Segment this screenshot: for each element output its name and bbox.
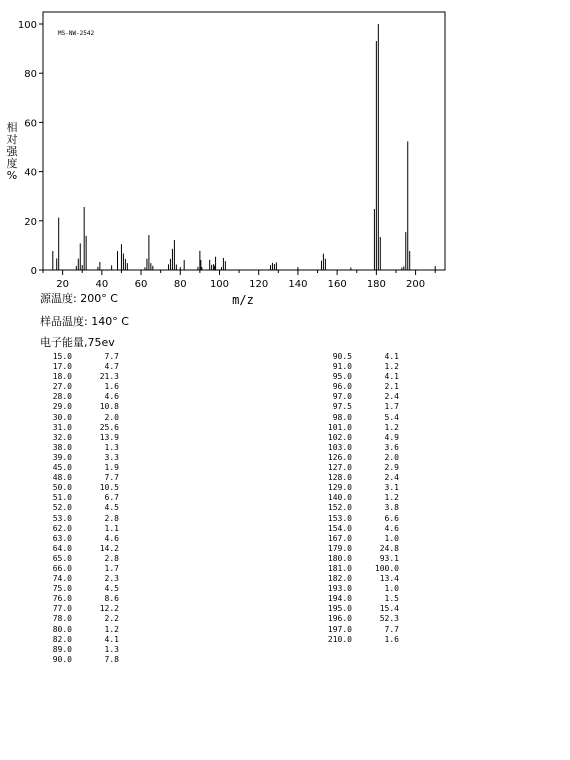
peak-mz: 195.0 xyxy=(327,604,352,614)
peak-intensity: 6.6 xyxy=(384,513,399,523)
peak-intensity: 2.1 xyxy=(384,382,399,392)
peak-intensity: 1.2 xyxy=(384,362,399,372)
x-tick-label: 200 xyxy=(406,279,426,290)
peak-intensity: 13.4 xyxy=(379,574,399,584)
peak-mz: 181.0 xyxy=(327,563,352,573)
peak-mz: 167.0 xyxy=(327,533,352,543)
peak-mz: 76.0 xyxy=(52,594,72,604)
peak-mz: 152.0 xyxy=(327,503,352,513)
peak-mz: 74.0 xyxy=(52,574,72,584)
y-tick-label: 20 xyxy=(24,216,37,228)
x-tick-label: 60 xyxy=(134,279,148,290)
peak-intensity: 2.2 xyxy=(104,614,119,624)
peak-intensity: 3.1 xyxy=(384,483,399,493)
peak-mz: 96.0 xyxy=(332,382,352,392)
y-tick-label: 80 xyxy=(24,69,37,81)
peak-intensity: 10.5 xyxy=(99,483,119,493)
peak-mz: 154.0 xyxy=(327,523,352,533)
y-tick-label: 60 xyxy=(24,118,37,130)
peak-mz: 64.0 xyxy=(52,543,72,553)
electron-energy: 电子能量,75ev xyxy=(40,336,115,349)
peak-mz: 194.0 xyxy=(327,594,352,604)
sample-label: MS-NW-2542 xyxy=(58,30,95,37)
peak-mz: 65.0 xyxy=(52,553,72,563)
peak-mz: 196.0 xyxy=(327,614,352,624)
x-tick-label: 80 xyxy=(173,279,187,290)
peak-mz: 90.5 xyxy=(332,352,352,361)
peak-intensity: 13.9 xyxy=(99,432,119,442)
peak-intensity: 1.6 xyxy=(384,634,399,644)
x-tick-label: 120 xyxy=(249,279,269,290)
peak-intensity: 4.5 xyxy=(104,503,119,513)
peak-intensity: 2.4 xyxy=(384,473,399,483)
peak-intensity: 1.1 xyxy=(104,523,119,533)
peak-intensity: 15.4 xyxy=(379,604,399,614)
peak-intensity: 2.0 xyxy=(104,412,119,422)
peak-mz: 15.0 xyxy=(52,352,72,361)
peak-mz: 18.0 xyxy=(52,372,72,382)
peak-mz: 78.0 xyxy=(52,614,72,624)
peak-intensity: 7.8 xyxy=(104,654,119,664)
peak-bars xyxy=(53,24,435,270)
y-axis-label-char: 度 xyxy=(6,157,18,170)
peak-intensity: 4.1 xyxy=(104,634,119,644)
peak-mz: 97.5 xyxy=(332,402,352,412)
peak-mz: 179.0 xyxy=(327,543,352,553)
peak-intensity: 7.7 xyxy=(384,624,399,634)
peak-mz: 98.0 xyxy=(332,412,352,422)
peak-mz: 80.0 xyxy=(52,624,72,634)
peak-mz: 180.0 xyxy=(327,553,352,563)
peak-mz: 45.0 xyxy=(52,463,72,473)
x-tick-label: 20 xyxy=(56,279,69,290)
peak-mz: 51.0 xyxy=(52,493,72,503)
source-temperature: 源温度: 200° C xyxy=(40,292,118,305)
y-axis-label xyxy=(7,120,19,182)
peak-intensity: 52.3 xyxy=(379,614,399,624)
y-tick-label: 40 xyxy=(24,167,37,179)
peak-intensity: 2.8 xyxy=(104,553,119,563)
peak-intensity: 10.8 xyxy=(99,402,119,412)
peak-intensity: 25.6 xyxy=(99,422,119,432)
peak-intensity: 1.0 xyxy=(384,584,399,594)
peak-mz: 27.0 xyxy=(52,382,72,392)
peak-mz: 193.0 xyxy=(327,584,352,594)
peak-mz: 63.0 xyxy=(52,533,72,543)
peak-mz: 101.0 xyxy=(327,422,352,432)
peak-mz: 53.0 xyxy=(52,513,72,523)
peak-intensity: 7.7 xyxy=(104,352,119,361)
peak-mz: 153.0 xyxy=(327,513,352,523)
peak-intensity: 1.9 xyxy=(104,463,119,473)
peak-intensity: 5.4 xyxy=(384,412,399,422)
x-tick-label: 180 xyxy=(366,279,386,290)
peak-mz: 52.0 xyxy=(52,503,72,513)
peak-mz: 210.0 xyxy=(327,634,352,644)
peak-intensity: 2.4 xyxy=(384,392,399,402)
peak-mz: 75.0 xyxy=(52,584,72,594)
peak-intensity: 1.3 xyxy=(104,644,119,654)
peak-mz: 29.0 xyxy=(52,402,72,412)
mass-spectrum-chart xyxy=(0,0,570,312)
x-axis-label: m/z xyxy=(232,293,254,307)
peak-mz: 50.0 xyxy=(52,483,72,493)
x-tick-label: 140 xyxy=(288,279,308,290)
peak-intensity: 93.1 xyxy=(379,553,399,563)
peak-mz: 89.0 xyxy=(52,644,72,654)
peak-mz: 91.0 xyxy=(332,362,352,372)
peak-mz: 77.0 xyxy=(52,604,72,614)
y-axis-label-char: % xyxy=(6,169,18,182)
peak-mz: 38.0 xyxy=(52,442,72,452)
peak-intensity: 2.0 xyxy=(384,452,399,462)
y-tick-label: 0 xyxy=(30,266,37,277)
peak-intensity: 12.2 xyxy=(99,604,119,614)
peak-intensity: 2.9 xyxy=(384,463,399,473)
peak-intensity: 4.6 xyxy=(104,533,119,543)
peak-mz: 28.0 xyxy=(52,392,72,402)
y-axis-label-char: 强 xyxy=(6,145,18,158)
peak-intensity: 1.5 xyxy=(384,594,399,604)
peak-intensity: 1.2 xyxy=(384,422,399,432)
peak-intensity: 4.6 xyxy=(104,392,119,402)
peak-intensity: 1.2 xyxy=(384,493,399,503)
peak-mz: 140.0 xyxy=(327,493,352,503)
peak-mz: 31.0 xyxy=(52,422,72,432)
peak-intensity: 1.7 xyxy=(384,402,399,412)
x-tick-label: 160 xyxy=(327,279,347,290)
peak-mz: 32.0 xyxy=(52,432,72,442)
y-axis-label-char: 对 xyxy=(6,133,18,146)
peak-mz: 103.0 xyxy=(327,442,352,452)
peak-intensity: 100.0 xyxy=(374,563,399,573)
peak-mz: 48.0 xyxy=(52,473,72,483)
peak-mz: 17.0 xyxy=(52,362,72,372)
peak-intensity: 4.5 xyxy=(104,584,119,594)
sample-temperature: 样品温度: 140° C xyxy=(40,315,129,328)
peak-intensity: 4.1 xyxy=(384,372,399,382)
peak-intensity: 2.3 xyxy=(104,574,119,584)
peak-intensity: 1.2 xyxy=(104,624,119,634)
x-tick-label: 100 xyxy=(209,279,230,290)
peak-intensity: 1.0 xyxy=(384,533,399,543)
peak-intensity: 3.3 xyxy=(104,452,119,462)
peak-mz: 66.0 xyxy=(52,563,72,573)
peak-mz: 182.0 xyxy=(327,574,352,584)
peak-intensity: 24.8 xyxy=(379,543,399,553)
y-tick-label: 100 xyxy=(17,20,37,31)
peak-mz: 62.0 xyxy=(52,523,72,533)
peak-mz: 127.0 xyxy=(327,463,352,473)
peak-intensity: 3.6 xyxy=(384,442,399,452)
peak-intensity: 4.7 xyxy=(104,362,119,372)
peak-intensity: 14.2 xyxy=(99,543,119,553)
peak-intensity: 1.6 xyxy=(104,382,119,392)
x-tick-label: 40 xyxy=(95,279,109,290)
peak-intensity: 4.9 xyxy=(384,432,399,442)
peak-mz: 30.0 xyxy=(52,412,72,422)
plot-frame xyxy=(43,12,445,270)
peak-mz: 90.0 xyxy=(52,654,72,664)
peak-intensity: 3.8 xyxy=(384,503,399,513)
peak-mz: 128.0 xyxy=(327,473,352,483)
y-axis-label-char: 相 xyxy=(6,121,18,134)
axes xyxy=(43,12,445,270)
peak-intensity: 21.3 xyxy=(99,372,119,382)
peak-intensity: 2.8 xyxy=(104,513,119,523)
peak-mz: 95.0 xyxy=(332,372,352,382)
peak-mz: 82.0 xyxy=(52,634,72,644)
peak-intensity: 1.7 xyxy=(104,563,119,573)
peak-mz: 197.0 xyxy=(327,624,352,634)
peak-intensity: 8.6 xyxy=(104,594,119,604)
peak-intensity: 4.6 xyxy=(384,523,399,533)
peak-mz: 129.0 xyxy=(327,483,352,493)
peak-mz: 39.0 xyxy=(52,452,72,462)
peak-mz: 102.0 xyxy=(327,432,352,442)
peak-intensity: 7.7 xyxy=(104,473,119,483)
peak-intensity: 6.7 xyxy=(104,493,119,503)
peak-intensity: 1.3 xyxy=(104,442,119,452)
peak-mz: 97.0 xyxy=(332,392,352,402)
peak-mz: 126.0 xyxy=(327,452,352,462)
peak-intensity: 4.1 xyxy=(384,352,399,361)
